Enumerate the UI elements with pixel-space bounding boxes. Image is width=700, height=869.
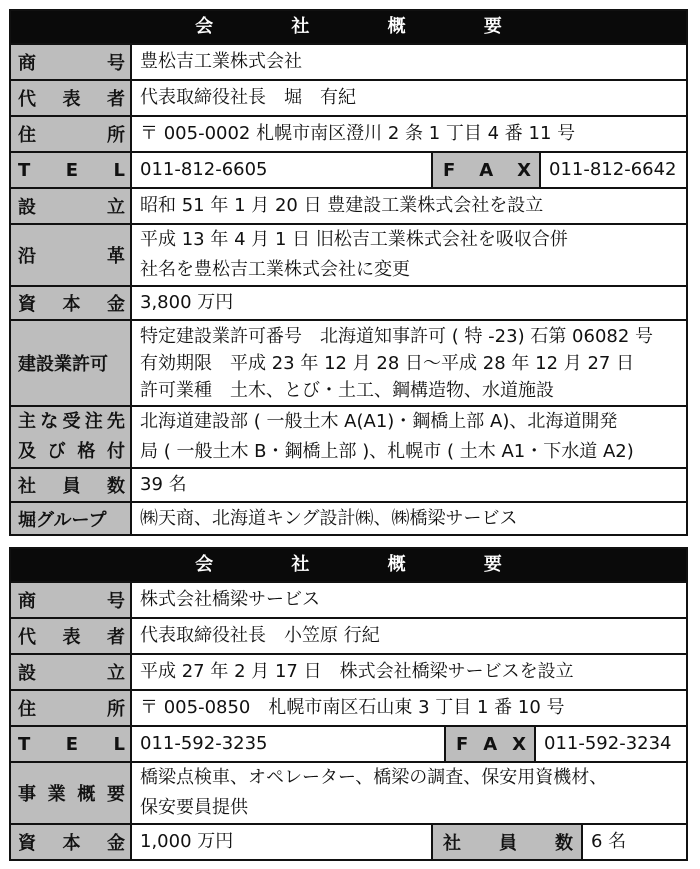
license-line: 有効期限 平成 23 年 12 月 28 日〜平成 28 年 12 月 27 日	[140, 352, 635, 374]
label-capital: 資 本 金	[11, 825, 132, 859]
value-address: 〒 005-0850 札幌市南区石山東 3 丁目 1 番 10 号	[140, 697, 565, 718]
row-capital	[11, 285, 686, 319]
row-capital-employees	[11, 823, 686, 859]
label-group: 堀グループ	[11, 503, 132, 534]
history-line: 社名を豊松吉工業株式会社に変更	[140, 259, 410, 280]
clients-line: 局 ( 一般土木 B・鋼橋上部 )、札幌市 ( 土木 A1・下水道 A2)	[140, 441, 634, 462]
label-tel: T E L	[11, 727, 132, 761]
label-construction-license: 建設業許可	[11, 321, 132, 405]
label-capital: 資 本 金	[11, 287, 132, 319]
row-history	[11, 223, 686, 285]
value-fax: 011-812-6642	[549, 159, 677, 180]
value-business-overview	[132, 763, 686, 823]
business-line: 保安要員提供	[140, 797, 248, 818]
value-representative: 代表取締役社長 堀 有紀	[140, 87, 356, 108]
row-representative	[11, 79, 686, 115]
label-business-overview: 事 業 概 要	[11, 763, 132, 823]
value-capital: 1,000 万円	[140, 831, 234, 852]
value-established: 昭和 51 年 1 月 20 日 豊建設工業株式会社を設立	[140, 195, 544, 216]
label-fax: F A X	[431, 153, 541, 187]
label-tel: T E L	[11, 153, 132, 187]
row-company-name	[11, 43, 686, 79]
row-address	[11, 115, 686, 151]
business-line: 橋梁点検車、オペレーター、橋梁の調査、保安用資機材、	[140, 767, 608, 788]
label-address: 住 所	[11, 117, 132, 151]
table-title: 会 社 概 要	[11, 11, 686, 43]
row-tel-fax	[11, 725, 686, 761]
label-employees: 社 員 数	[431, 825, 583, 859]
row-main-clients	[11, 405, 686, 467]
label-established: 設 立	[11, 655, 132, 689]
label-company-name: 商 号	[11, 45, 132, 79]
company-overview-table-1	[9, 9, 688, 536]
value-main-clients	[132, 407, 686, 467]
row-address	[11, 689, 686, 725]
value-group: ㈱天商、北海道キング設計㈱、㈱橋梁サービス	[140, 507, 518, 529]
row-established	[11, 187, 686, 223]
row-business-overview	[11, 761, 686, 823]
value-capital: 3,800 万円	[140, 292, 234, 313]
label-employees: 社 員 数	[11, 469, 132, 501]
label-established: 設 立	[11, 189, 132, 223]
value-tel: 011-592-3235	[140, 733, 268, 754]
value-company-name: 株式会社橋梁サービス	[140, 589, 320, 610]
label-history: 沿 革	[11, 225, 132, 285]
value-tel: 011-812-6605	[140, 159, 268, 180]
row-established	[11, 653, 686, 689]
license-line: 特定建設業許可番号 北海道知事許可 ( 特 -23) 石第 06082 号	[140, 325, 654, 347]
label-representative: 代 表 者	[11, 81, 132, 115]
value-history	[132, 225, 686, 285]
row-company-name	[11, 581, 686, 617]
value-employees: 6 名	[591, 831, 627, 852]
value-construction-license	[132, 321, 686, 405]
value-company-name: 豊松吉工業株式会社	[140, 51, 302, 72]
row-tel-fax	[11, 151, 686, 187]
clients-line: 北海道建設部 ( 一般土木 A(A1)・鋼橋上部 A)、北海道開発	[140, 411, 618, 432]
license-line: 許可業種 土木、とび・土工、鋼構造物、水道施設	[140, 379, 554, 401]
label-fax: F A X	[444, 727, 536, 761]
value-representative: 代表取締役社長 小笠原 行紀	[140, 625, 380, 646]
label-main-clients: 主 な 受 注 先 及 び 格 付	[11, 407, 132, 467]
value-established: 平成 27 年 2 月 17 日 株式会社橋梁サービスを設立	[140, 661, 574, 682]
row-construction-license	[11, 319, 686, 405]
company-overview-table-2	[9, 547, 688, 861]
label-company-name: 商 号	[11, 583, 132, 617]
label-address: 住 所	[11, 691, 132, 725]
value-address: 〒 005-0002 札幌市南区澄川 2 条 1 丁目 4 番 11 号	[140, 123, 576, 144]
row-employees	[11, 467, 686, 501]
table-title: 会 社 概 要	[11, 549, 686, 581]
row-representative	[11, 617, 686, 653]
value-fax: 011-592-3234	[544, 733, 672, 754]
history-line: 平成 13 年 4 月 1 日 旧松吉工業株式会社を吸収合併	[140, 229, 568, 250]
label-representative: 代 表 者	[11, 619, 132, 653]
value-employees: 39 名	[140, 474, 187, 495]
row-group	[11, 501, 686, 534]
